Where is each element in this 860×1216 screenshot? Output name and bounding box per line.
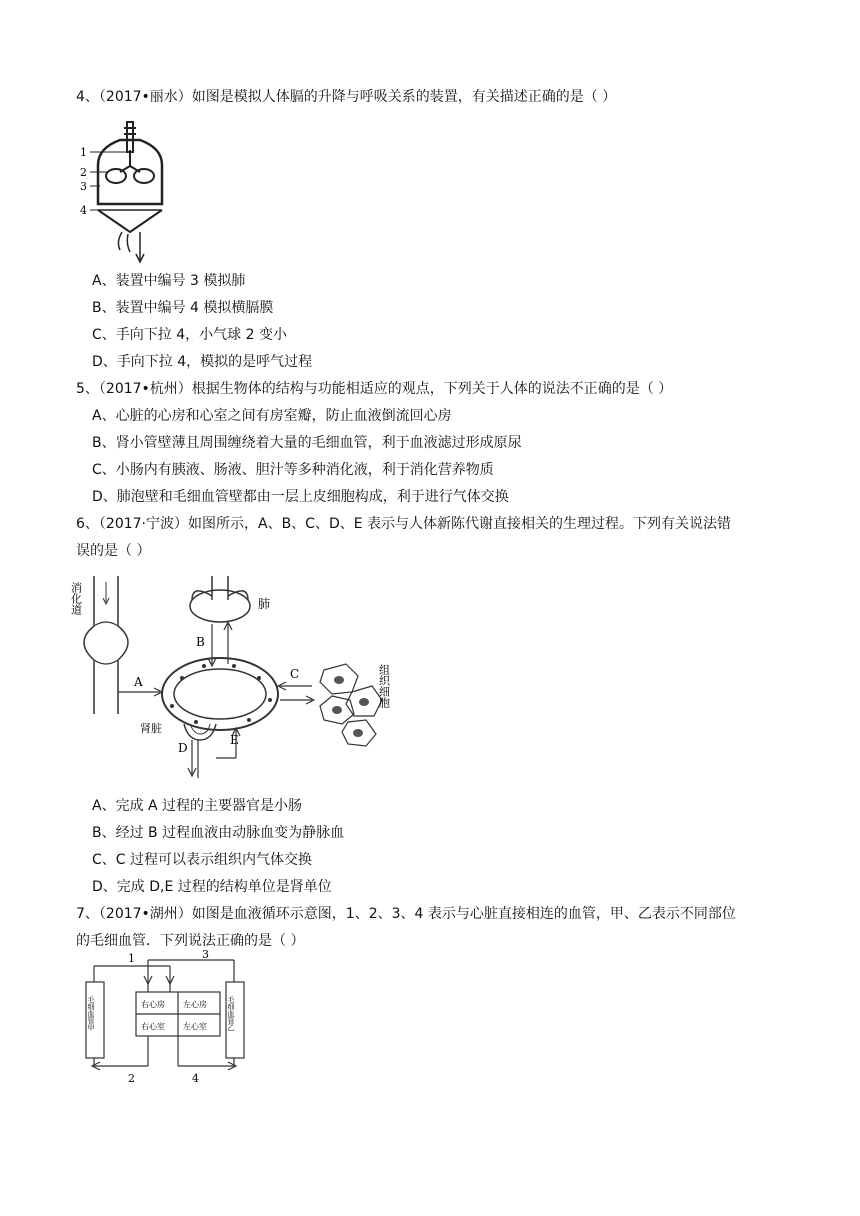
label-3: 3 bbox=[80, 180, 87, 193]
label-4: 4 bbox=[80, 204, 87, 217]
q5-option-c: C、小肠内有胰液、肠液、胆汁等多种消化液，利于消化营养物质 bbox=[92, 462, 494, 478]
label-kidney: 肾脏 bbox=[140, 722, 162, 735]
q6-option-c: C、C 过程可以表示组织内气体交换 bbox=[92, 852, 313, 868]
question-6-stem-line1: 6、（2017·宁波）如图所示，A、B、C、D、E 表示与人体新陈代谢直接相关的生理过程。下列有关说法错 bbox=[76, 516, 732, 532]
label-left-ventricle: 左心室 bbox=[183, 1022, 207, 1031]
label-process-c: C bbox=[290, 667, 300, 681]
label-right-ventricle: 右心室 bbox=[141, 1022, 165, 1031]
label-2: 2 bbox=[80, 166, 87, 179]
label-capillary-a: 毛细血管甲 bbox=[87, 996, 95, 1031]
label-1: 1 bbox=[80, 146, 87, 159]
figure-breathing-model bbox=[80, 120, 190, 270]
label-vessel-3: 3 bbox=[202, 948, 209, 961]
label-vessel-4: 4 bbox=[192, 1072, 199, 1085]
question-6-stem-line2: 误的是（ ） bbox=[76, 543, 151, 559]
q4-option-c: C、手向下拉 4，小气球 2 变小 bbox=[92, 327, 287, 343]
q5-option-a: A、心脏的心房和心室之间有房室瓣，防止血液倒流回心房 bbox=[92, 408, 452, 424]
label-vessel-1: 1 bbox=[128, 952, 135, 965]
question-5-stem: 5、（2017•杭州）根据生物体的结构与功能相适应的观点，下列关于人体的说法不正确的是（ ） bbox=[76, 381, 673, 397]
q6-option-b: B、经过 B 过程血液由动脉血变为静脉血 bbox=[92, 825, 345, 841]
question-7-stem-line1: 7、（2017•湖州）如图是血液循环示意图，1、2、3、4 表示与心脏直接相连的血管，甲、乙表示不同部位 bbox=[76, 906, 736, 922]
label-right-atrium: 右心房 bbox=[141, 1000, 165, 1009]
label-process-e: E bbox=[230, 733, 239, 747]
q6-option-d: D、完成 D,E 过程的结构单位是肾单位 bbox=[92, 879, 332, 895]
figure-blood-circulation bbox=[80, 948, 280, 1088]
q5-option-b: B、肾小管壁薄且周围缠绕着大量的毛细血管，利于血液滤过形成原尿 bbox=[92, 435, 522, 451]
q4-option-b: B、装置中编号 4 模拟横膈膜 bbox=[92, 300, 274, 316]
label-process-a: A bbox=[134, 675, 143, 689]
q4-option-a: A、装置中编号 3 模拟肺 bbox=[92, 273, 246, 289]
q6-option-a: A、完成 A 过程的主要器官是小肠 bbox=[92, 798, 303, 814]
label-process-d: D bbox=[178, 741, 188, 755]
q4-option-d: D、手向下拉 4，模拟的是呼气过程 bbox=[92, 354, 313, 370]
label-vessel-2: 2 bbox=[128, 1072, 135, 1085]
q5-option-d: D、肺泡壁和毛细血管壁都由一层上皮细胞构成，利于进行气体交换 bbox=[92, 489, 509, 505]
label-tissue-cells: 组织细胞 bbox=[377, 664, 391, 708]
figure-metabolism-diagram bbox=[69, 574, 404, 784]
label-capillary-b: 毛细血管乙 bbox=[227, 996, 235, 1031]
label-process-b: B bbox=[196, 635, 205, 649]
question-7-stem-line2: 的毛细血管．下列说法正确的是（ ） bbox=[76, 933, 305, 949]
label-left-atrium: 左心房 bbox=[183, 1000, 207, 1009]
question-4-stem: 4、（2017•丽水）如图是模拟人体膈的升降与呼吸关系的装置，有关描述正确的是（ ） bbox=[76, 89, 617, 105]
label-digestive-tract: 消化道 bbox=[69, 582, 83, 615]
label-lung: 肺 bbox=[258, 597, 271, 611]
